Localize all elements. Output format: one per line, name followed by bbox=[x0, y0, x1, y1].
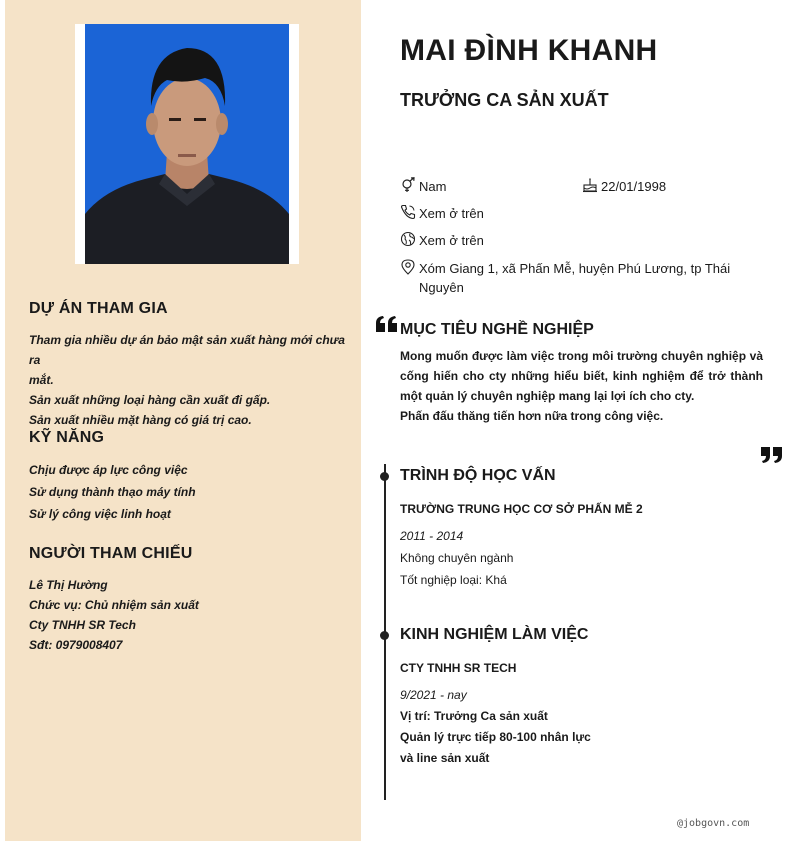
education-entry bbox=[400, 503, 770, 591]
birthday-text: 22/01/1998 bbox=[601, 179, 667, 194]
objective-paragraph: Phấn đấu thăng tiến hơn nữa trong công việc. bbox=[400, 409, 664, 423]
list-item: Chịu được áp lực công việc bbox=[29, 463, 188, 477]
address-info bbox=[400, 259, 760, 297]
profile-photo bbox=[85, 24, 289, 264]
skills-title: KỸ NĂNG bbox=[29, 429, 105, 446]
gender-info bbox=[400, 177, 446, 196]
school-name: TRƯỜNG TRUNG HỌC CƠ SỞ PHẤN MỄ 2 bbox=[400, 502, 643, 516]
objective-body bbox=[400, 346, 763, 426]
cake-icon bbox=[582, 177, 598, 193]
experience-role: Vị trí: Trưởng Ca sản xuất bbox=[400, 709, 548, 723]
gender-text: Nam bbox=[419, 179, 447, 194]
timeline-dot bbox=[380, 472, 389, 481]
experience-period: 9/2021 - nay bbox=[400, 688, 467, 702]
list-item: Chức vụ: Chủ nhiệm sản xuất bbox=[29, 598, 199, 612]
profile-photo-frame bbox=[75, 24, 299, 264]
phone-info bbox=[400, 204, 484, 223]
timeline-dot bbox=[380, 631, 389, 640]
candidate-name: MAI ĐÌNH KHANH bbox=[400, 34, 658, 67]
list-item: Cty TNHH SR Tech bbox=[29, 618, 136, 632]
references-title: NGƯỜI THAM CHIẾU bbox=[29, 545, 193, 562]
email-info bbox=[400, 231, 484, 250]
phone-text: Xem ở trên bbox=[419, 206, 484, 221]
sidebar bbox=[5, 0, 361, 841]
experience-desc: Quản lý trực tiếp 80-100 nhân lực bbox=[400, 730, 591, 744]
list-item: Sđt: 0979008407 bbox=[29, 638, 123, 652]
address-line1: Xóm Giang 1, xã Phấn Mễ, huyện Phú Lương, tp Thái bbox=[419, 261, 731, 276]
experience-title: KINH NGHIỆM LÀM VIỆC bbox=[400, 626, 589, 643]
gender-icon bbox=[400, 177, 416, 193]
birthday-info bbox=[582, 177, 666, 196]
education-title: TRÌNH ĐỘ HỌC VẤN bbox=[400, 467, 556, 484]
experience-desc: và line sản xuất bbox=[400, 751, 490, 765]
list-item: mắt. bbox=[29, 373, 54, 387]
phone-icon bbox=[400, 204, 416, 220]
list-item: Lê Thị Hường bbox=[29, 578, 108, 592]
list-item: Sản xuất nhiều mặt hàng có giá trị cao. bbox=[29, 413, 252, 427]
objective-title: MỤC TIÊU NGHỀ NGHIỆP bbox=[400, 321, 594, 338]
objective-paragraph: Mong muốn được làm việc trong môi trường chuyên nghiệp và cống hiến cho cty những hiểu biết, kinh nghiệm để trở thành một quản lý chuyên nghiệp mang lại lợi ích cho cty. bbox=[400, 349, 763, 403]
skills-section bbox=[29, 429, 349, 525]
globe-icon bbox=[400, 231, 416, 247]
education-grade: Tốt nghiệp loại: Khá bbox=[400, 573, 507, 587]
company-name: CTY TNHH SR TECH bbox=[400, 661, 517, 675]
references-section bbox=[29, 545, 349, 655]
experience-entry bbox=[400, 662, 770, 769]
address-line2: Nguyên bbox=[419, 280, 464, 295]
projects-title: DỰ ÁN THAM GIA bbox=[29, 300, 168, 317]
quote-open-icon bbox=[375, 315, 399, 333]
list-item: Sử lý công việc linh hoạt bbox=[29, 507, 171, 521]
person-silhouette bbox=[85, 24, 289, 264]
list-item: Sử dụng thành thạo máy tính bbox=[29, 485, 196, 499]
education-major: Không chuyên ngành bbox=[400, 551, 514, 565]
watermark: @jobgovn.com bbox=[677, 818, 750, 829]
map-pin-icon bbox=[400, 259, 416, 275]
list-item: Sản xuất những loại hàng cần xuất đi gấp. bbox=[29, 393, 271, 407]
list-item: Tham gia nhiều dự án bảo mật sản xuất hàng mới chưa ra bbox=[29, 333, 345, 367]
education-period: 2011 - 2014 bbox=[400, 529, 464, 543]
quote-close-icon bbox=[760, 446, 784, 464]
projects-section bbox=[29, 300, 349, 430]
candidate-position: TRƯỞNG CA SẢN XUẤT bbox=[400, 90, 609, 110]
email-text: Xem ở trên bbox=[419, 233, 484, 248]
